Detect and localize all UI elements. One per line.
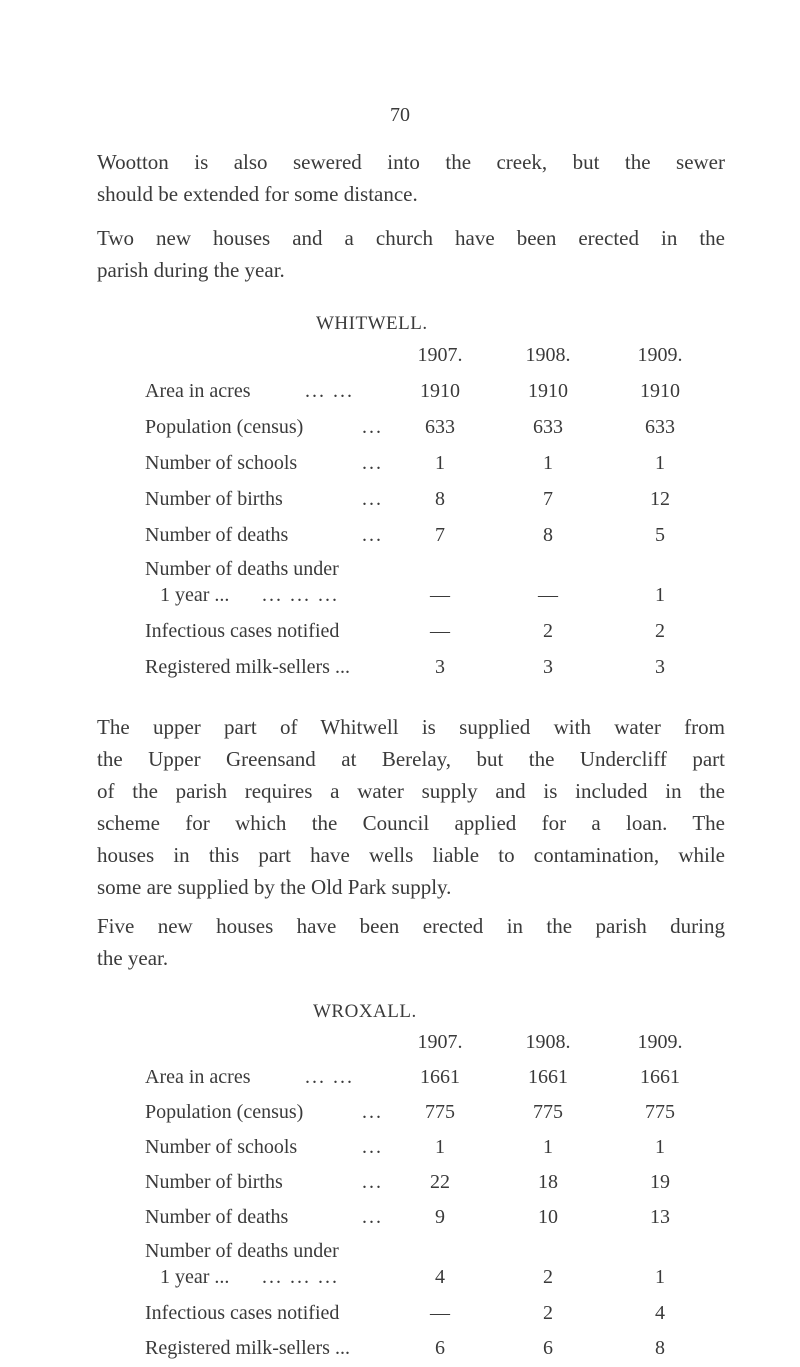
paragraph-line: some are supplied by the Old Park supply. bbox=[97, 875, 452, 899]
leader-dots: ... ... ... bbox=[262, 1266, 339, 1288]
row-label: Infectious cases notified bbox=[145, 620, 340, 642]
cell-1907: — bbox=[430, 1302, 450, 1324]
table-row bbox=[0, 1266, 800, 1296]
year-header: 1909. bbox=[637, 1031, 683, 1053]
cell-1908: 8 bbox=[543, 524, 553, 546]
cell-1909: 5 bbox=[655, 524, 665, 546]
cell-1908: 1910 bbox=[528, 380, 568, 402]
table-row bbox=[0, 1206, 800, 1236]
cell-1908: 1 bbox=[543, 1136, 553, 1158]
leader-dots: ... ... bbox=[305, 380, 354, 402]
year-header: 1907. bbox=[417, 1031, 463, 1053]
cell-1909: 1 bbox=[655, 452, 665, 474]
cell-1909: 4 bbox=[655, 1302, 665, 1324]
cell-1909: 19 bbox=[650, 1171, 670, 1193]
cell-1909: 1 bbox=[655, 584, 665, 606]
cell-1909: 1661 bbox=[640, 1066, 680, 1088]
cell-1909: 3 bbox=[655, 656, 665, 678]
cell-1909: 1 bbox=[655, 1136, 665, 1158]
year-header: 1909. bbox=[637, 344, 683, 366]
row-label: Population (census) bbox=[145, 416, 304, 438]
cell-1907: 775 bbox=[425, 1101, 455, 1123]
cell-1908: 633 bbox=[533, 416, 563, 438]
cell-1907: — bbox=[430, 620, 450, 642]
cell-1908: 7 bbox=[543, 488, 553, 510]
row-label: Area in acres bbox=[145, 1066, 251, 1088]
table-row bbox=[0, 416, 800, 446]
cell-1908: 1661 bbox=[528, 1066, 568, 1088]
row-label: Number of deaths bbox=[145, 524, 289, 546]
cell-1908: 2 bbox=[543, 620, 553, 642]
cell-1907: 4 bbox=[435, 1266, 445, 1288]
paragraph-new-houses-church bbox=[97, 222, 725, 286]
paragraph-line: parish during the year. bbox=[97, 258, 285, 282]
row-label: Area in acres bbox=[145, 380, 251, 402]
paragraph-five-houses bbox=[97, 910, 725, 974]
leader-dots: ... bbox=[362, 488, 383, 510]
year-header: 1908. bbox=[525, 344, 571, 366]
cell-1908: 2 bbox=[543, 1302, 553, 1324]
table-row bbox=[0, 1101, 800, 1131]
cell-1907: 7 bbox=[435, 524, 445, 546]
cell-1908: 10 bbox=[538, 1206, 558, 1228]
cell-1908: 18 bbox=[538, 1171, 558, 1193]
leader-dots: ... bbox=[362, 452, 383, 474]
cell-1908: — bbox=[538, 584, 558, 606]
cell-1908: 1 bbox=[543, 452, 553, 474]
row-label: 1 year ... bbox=[160, 584, 230, 606]
table-row bbox=[0, 656, 800, 686]
paragraph-line: Wootton is also sewered into the creek, but the sewer bbox=[97, 150, 725, 174]
cell-1908: 3 bbox=[543, 656, 553, 678]
table-row bbox=[0, 620, 800, 650]
row-label: Registered milk-sellers ... bbox=[145, 1337, 350, 1359]
leader-dots: ... bbox=[362, 416, 383, 438]
table-row bbox=[0, 1066, 800, 1096]
cell-1907: 1910 bbox=[420, 380, 460, 402]
paragraph-line: of the parish requires a water supply and is included in the bbox=[97, 779, 725, 803]
row-label: 1 year ... bbox=[160, 1266, 230, 1288]
cell-1909: 2 bbox=[655, 620, 665, 642]
cell-1907: — bbox=[430, 584, 450, 606]
row-label: Registered milk-sellers ... bbox=[145, 656, 350, 678]
paragraph-line: scheme for which the Council applied for a loan. The bbox=[97, 811, 725, 835]
table-row bbox=[0, 524, 800, 554]
paragraph-line: the Upper Greensand at Berelay, but the Undercliff part bbox=[97, 747, 725, 771]
row-label: Population (census) bbox=[145, 1101, 304, 1123]
table-row bbox=[0, 1302, 800, 1332]
table-heading-wroxall: WROXALL. bbox=[313, 1001, 417, 1022]
cell-1909: 1 bbox=[655, 1266, 665, 1288]
year-header: 1907. bbox=[417, 344, 463, 366]
cell-1907: 9 bbox=[435, 1206, 445, 1228]
cell-1907: 3 bbox=[435, 656, 445, 678]
year-header: 1908. bbox=[525, 1031, 571, 1053]
cell-1907: 1 bbox=[435, 452, 445, 474]
cell-1909: 1910 bbox=[640, 380, 680, 402]
cell-1907: 22 bbox=[430, 1171, 450, 1193]
row-label: Number of births bbox=[145, 488, 283, 510]
table-row bbox=[0, 1171, 800, 1201]
row-label: Number of deaths under bbox=[145, 558, 339, 580]
table-row bbox=[0, 1337, 800, 1367]
row-label: Number of schools bbox=[145, 1136, 298, 1158]
paragraph-line: houses in this part have wells liable to contamination, while bbox=[97, 843, 725, 867]
table-row bbox=[0, 584, 800, 614]
cell-1908: 2 bbox=[543, 1266, 553, 1288]
table-row bbox=[0, 488, 800, 518]
leader-dots: ... bbox=[362, 1136, 383, 1158]
cell-1907: 8 bbox=[435, 488, 445, 510]
paragraph-line: Five new houses have been erected in the parish during bbox=[97, 914, 725, 938]
page-number: 70 bbox=[390, 104, 410, 126]
table-row bbox=[0, 380, 800, 410]
cell-1907: 1661 bbox=[420, 1066, 460, 1088]
table-row bbox=[0, 1136, 800, 1166]
row-label: Number of deaths bbox=[145, 1206, 289, 1228]
leader-dots: ... ... bbox=[305, 1066, 354, 1088]
cell-1907: 633 bbox=[425, 416, 455, 438]
paragraph-line: the year. bbox=[97, 946, 169, 970]
cell-1909: 12 bbox=[650, 488, 670, 510]
leader-dots: ... bbox=[362, 1101, 383, 1123]
cell-1909: 633 bbox=[645, 416, 675, 438]
cell-1909: 13 bbox=[650, 1206, 670, 1228]
leader-dots: ... bbox=[362, 524, 383, 546]
cell-1907: 6 bbox=[435, 1337, 445, 1359]
table-row bbox=[0, 452, 800, 482]
cell-1908: 6 bbox=[543, 1337, 553, 1359]
row-label: Number of births bbox=[145, 1171, 283, 1193]
row-label: Number of schools bbox=[145, 452, 298, 474]
row-label: Infectious cases notified bbox=[145, 1302, 340, 1324]
row-label: Number of deaths under bbox=[145, 1240, 339, 1262]
cell-1909: 775 bbox=[645, 1101, 675, 1123]
leader-dots: ... ... ... bbox=[262, 584, 339, 606]
cell-1908: 775 bbox=[533, 1101, 563, 1123]
paragraph-wootton bbox=[97, 146, 725, 210]
paragraph-line: The upper part of Whitwell is supplied with water from bbox=[97, 715, 725, 739]
cell-1909: 8 bbox=[655, 1337, 665, 1359]
leader-dots: ... bbox=[362, 1206, 383, 1228]
table-heading-whitwell: WHITWELL. bbox=[316, 313, 428, 334]
leader-dots: ... bbox=[362, 1171, 383, 1193]
cell-1907: 1 bbox=[435, 1136, 445, 1158]
paragraph-line: Two new houses and a church have been erected in the bbox=[97, 226, 725, 250]
paragraph-water-supply bbox=[97, 711, 725, 903]
paragraph-line: should be extended for some distance. bbox=[97, 182, 418, 206]
